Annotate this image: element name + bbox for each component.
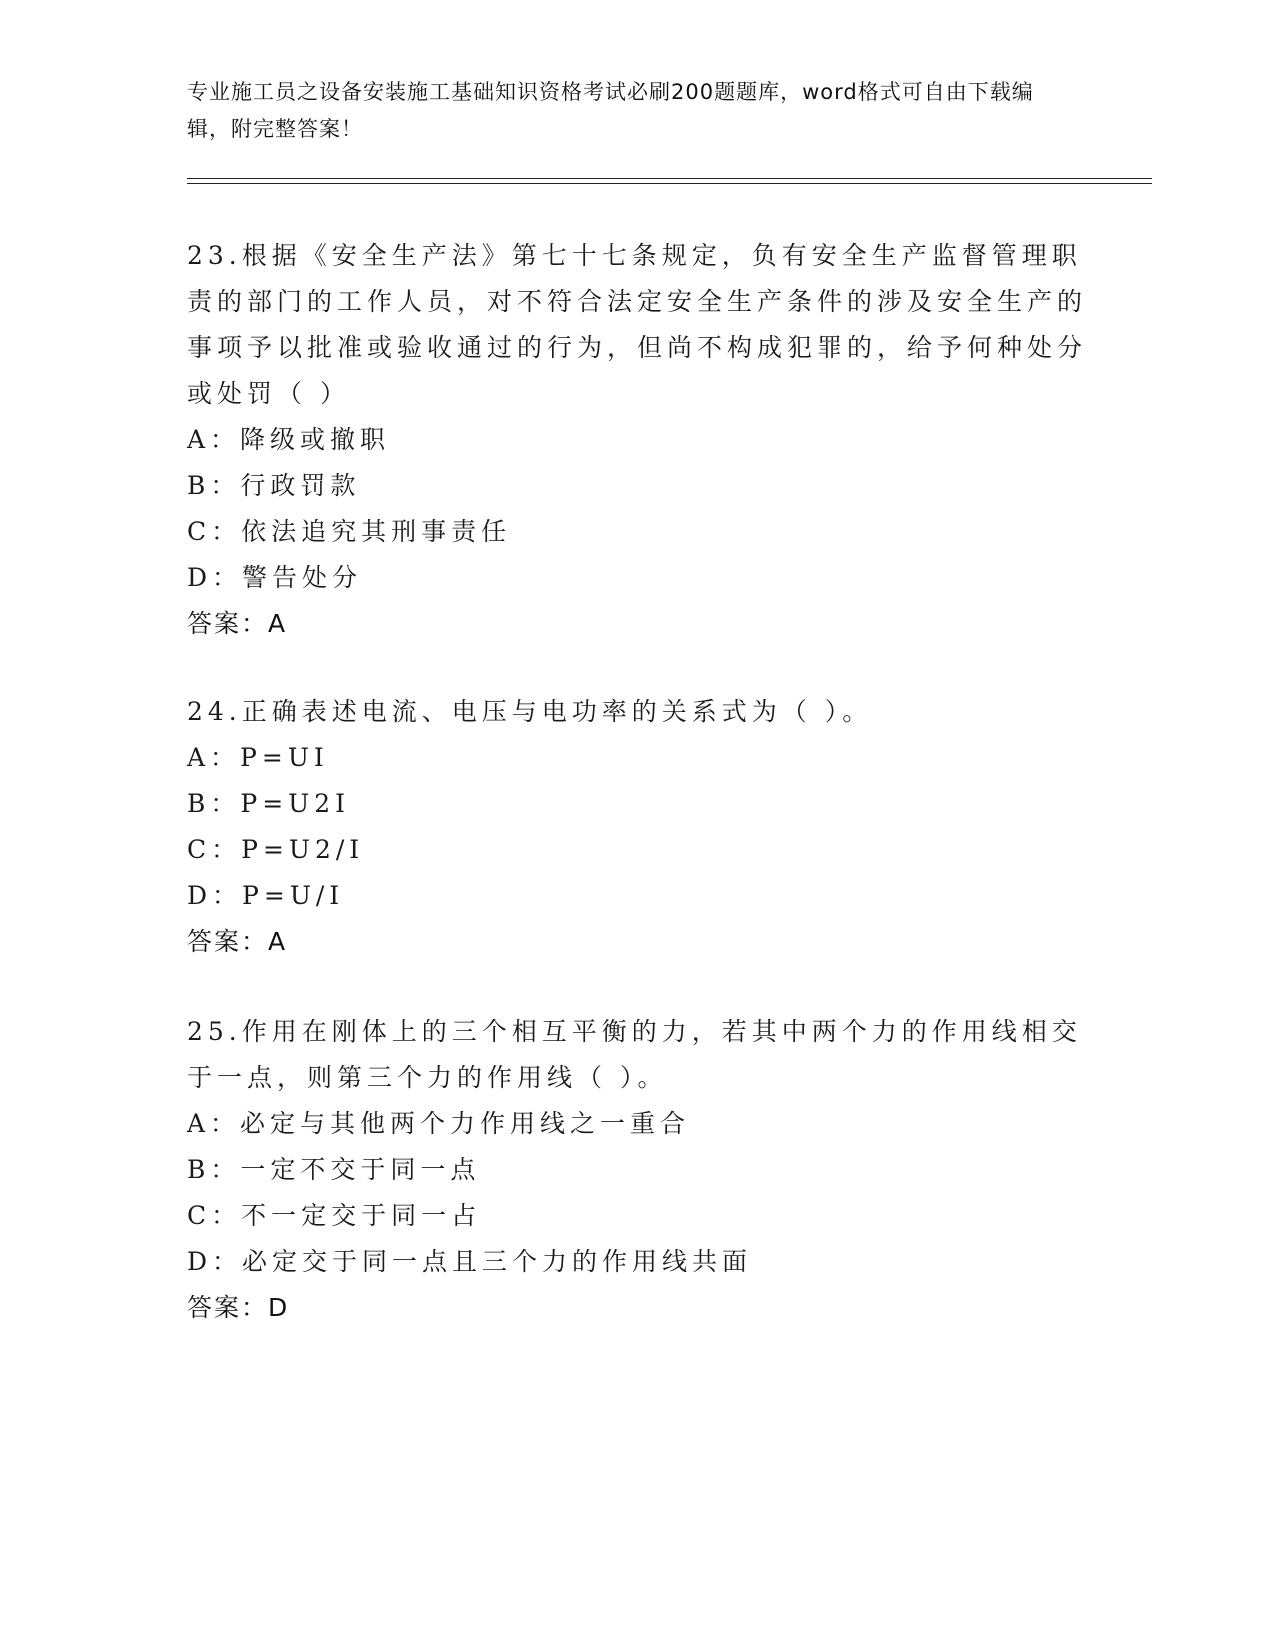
option-c: C：依法追究其刑事责任 <box>187 517 512 546</box>
option-d: D：P=U/I <box>187 881 345 910</box>
option-b: B：P=U2I <box>187 789 350 818</box>
question-23 <box>187 233 1087 647</box>
answer: 答案：D <box>187 1293 290 1322</box>
option-a: A：必定与其他两个力作用线之一重合 <box>187 1109 691 1138</box>
option-c: C：不一定交于同一占 <box>187 1201 482 1230</box>
option-b: B：行政罚款 <box>187 471 361 500</box>
document-header-title: 专业施工员之设备安装施工基础知识资格考试必刷200题题库，word格式可自由下载编辑，附完整答案！ <box>187 80 1034 141</box>
header-divider-top <box>187 178 1152 179</box>
question-stem: 23.根据《安全生产法》第七十七条规定，负有安全生产监督管理职责的部门的工作人员，对不符合法定安全生产条件的涉及安全生产的事项予以批准或验收通过的行为，但尚不构成犯罪的，给予何种处分或处罚（ ） <box>187 241 1088 408</box>
header-divider-bottom <box>187 183 1152 184</box>
option-d: D：警告处分 <box>187 563 363 592</box>
option-a: A：降级或撤职 <box>187 425 391 454</box>
question-24 <box>187 689 1087 965</box>
question-stem: 25.作用在刚体上的三个相互平衡的力，若其中两个力的作用线相交于一点，则第三个力的作用线（ ）。 <box>187 1017 1082 1092</box>
option-d: D：必定交于同一点且三个力的作用线共面 <box>187 1247 753 1276</box>
answer: 答案：A <box>187 609 288 638</box>
option-c: C：P=U2/I <box>187 835 365 864</box>
question-stem: 24.正确表述电流、电压与电功率的关系式为（ ）。 <box>187 697 873 726</box>
option-b: B：一定不交于同一点 <box>187 1155 481 1184</box>
option-a: A：P=UI <box>187 743 329 772</box>
question-25 <box>187 1009 1087 1331</box>
answer: 答案：A <box>187 927 288 956</box>
